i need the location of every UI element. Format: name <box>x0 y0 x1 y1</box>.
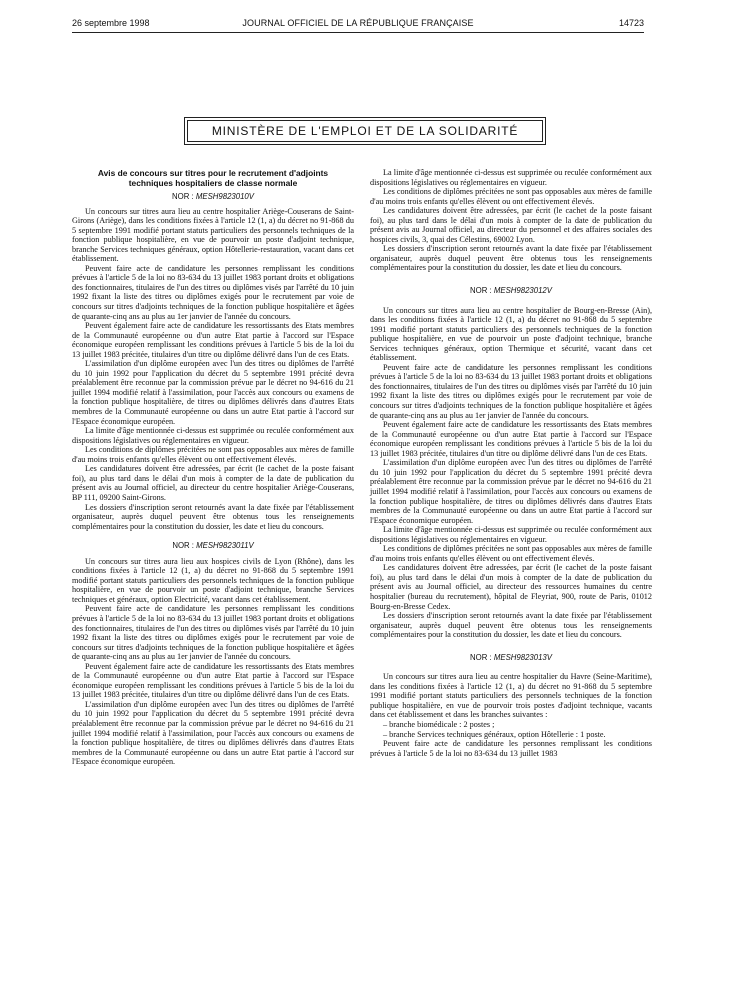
list-item: – branche biomédicale : 2 postes ; <box>383 719 495 729</box>
nor-reference-2: NOR : MESH9823011V <box>172 541 254 551</box>
header-journal-title: JOURNAL OFFICIEL DE LA RÉPUBLIQUE FRANÇAISE <box>242 18 474 28</box>
paragraph: Peuvent faire acte de candidature les personnes remplissant les conditions prévues à l'article 5 de la loi no 83-634 du 13 juillet 1983 <box>370 739 652 758</box>
branch-list <box>370 720 652 739</box>
nor-reference-4: NOR : MESH9823013V <box>470 652 552 662</box>
paragraph: La limite d'âge mentionnée ci-dessus est supprimée ou reculée conformément aux dispositions législatives ou réglementaires en vigueur. <box>370 168 652 187</box>
paragraph: L'assimilation d'un diplôme européen avec l'un des titres ou diplômes de l'arrêté du 10 juin 1992 pour l'application du décret du 5 septembre 1991 précité devra préalablement être reconnue par la commission prévue par le décret no 94-616 du 21 juillet 1994 modifié relatif à l'assimilation, pour l'accès aux concours ou examens de la fonction publique hospitalière, de titres ou diplômes délivrés dans d'autres Etats membres de la Communauté européenne ou dans un autre Etat partie à l'accord sur l'Espace économique européen. <box>72 359 354 426</box>
paragraph: Peuvent également faire acte de candidature les ressortissants des Etats membres de la Communauté européenne ou d'un autre Etat partie à l'accord sur l'Espace économique européen remplissant les conditions prévues à l'article 5 bis de la loi du 13 juillet 1983 précitée, titulaires d'un titre ou diplôme délivré dans l'un de ces Etats. <box>370 420 652 458</box>
header-page-number: 14723 <box>618 18 644 28</box>
paragraph: Un concours sur titres aura lieu au centre hospitalier du Havre (Seine-Maritime), dans les conditions fixées à l'article 12 (1, a) du décret no 91-868 du 5 septembre 1991 modifié portant statuts particuliers des personnels techniques de la fonction publique hospitalière, en vue de pourvoir trois postes d'adjoint technique, vacants dans cet établissement et dans les branches suivantes : <box>370 672 652 720</box>
nor-reference-3: NOR : MESH9823012V <box>470 286 552 296</box>
nor-reference-1: NOR : MESH9823010V <box>172 192 254 201</box>
paragraph: Peuvent faire acte de candidature les personnes remplissant les conditions prévues à l'article 5 de la loi no 83-634 du 13 juillet 1983 portant droits et obligations des fonctionnaires, titulaires de l'un des titres ou diplômes visés par l'arrêté du 10 juin 1992 fixant la liste des titres ou diplômes exigés pour le recrutement par voie de concours sur titres d'adjoints techniques de la fonction publique hospitalière et âgées de quarante-cinq ans au plus au 1er janvier de l'année du concours. <box>72 263 354 321</box>
paragraph: Les dossiers d'inscription seront retournés avant la date fixée par l'établissement organisateur, auprès duquel peuvent être obtenus tous les renseignements complémentaires pour la constitution du dossier, les date et lieu du concours. <box>370 611 652 640</box>
paragraph: Peuvent faire acte de candidature les personnes remplissant les conditions prévues à l'article 5 de la loi no 83-634 du 13 juillet 1983 portant droits et obligations des fonctionnaires, titulaires de l'un des titres ou diplômes visés par l'arrêté du 10 juin 1992 fixant la liste des titres ou diplômes exigés pour le recrutement par voie de concours sur titres d'adjoints techniques de la fonction publique hospitalière et âgées de quarante-cinq ans au plus au 1er janvier de l'année du concours. <box>370 362 652 420</box>
paragraph: L'assimilation d'un diplôme européen avec l'un des titres ou diplômes de l'arrêté du 10 juin 1992 pour l'application du décret du 5 septembre 1991 précité devra préalablement être reconnue par la commission prévue par le décret no 94-616 du 21 juillet 1994 modifié relatif à l'assimilation, pour l'accès aux concours ou examens de la fonction publique hospitalière, de titres ou diplômes délivrés dans d'autres Etats membres de la Communauté européenne ou dans un autre Etat partie à l'accord sur l'Espace économique européen. <box>370 458 652 525</box>
paragraph: Les dossiers d'inscription seront retournés avant la date fixée par l'établissement organisateur, auprès duquel peuvent être obtenus tous les renseignements complémentaires pour la constitution du dossier, les date et lieu du concours. <box>370 244 652 273</box>
paragraph: Peuvent également faire acte de candidature les ressortissants des Etats membres de la Communauté européenne ou d'un autre Etat partie à l'accord sur l'Espace économique européen remplissant les conditions prévues à l'article 5 bis de la loi du 13 juillet 1983 précitée, titulaires d'un titre ou diplôme délivré dans l'un de ces Etats. <box>72 661 354 700</box>
paragraph: Les conditions de diplômes précitées ne sont pas opposables aux mères de famille d'au moins trois enfants qu'elles élèvent ou ont effectivement élevés. <box>370 544 652 563</box>
left-column <box>72 168 354 767</box>
paragraph: Un concours sur titres aura lieu au centre hospitalier Ariège-Couserans de Saint-Girons (Ariège), dans les conditions fixées à l'article 12 (1, a) du décret no 91-868 du 5 septembre 1991 modifié portant statuts particuliers des personnels techniques de la fonction publique hospitalière, en vue de pourvoir un poste d'adjoint technique, branche Services techniques généraux, option Hôtellerie-restauration, vacant dans cet établissement. <box>72 206 354 264</box>
paragraph: La limite d'âge mentionnée ci-dessus est supprimée ou reculée conformément aux dispositions législatives ou réglementaires en vigueur. <box>72 426 354 445</box>
paragraph: Les candidatures doivent être adressées, par écrit (le cachet de la poste faisant foi), au plus tard dans le délai d'un mois à compter de la date de publication du présent avis au Journal officiel, au directeur du personnel et des affaires sociales des hospices civils, 3, quai des Célestins, 69002 Lyon. <box>370 206 652 244</box>
paragraph: Les candidatures doivent être adressées, par écrit (le cachet de la poste faisant foi), au plus tard dans le délai d'un mois à compter de la date de publication du présent avis au Journal officiel, au directeur du centre hospitalier Ariège-Couserans, BP 111, 09200 Saint-Girons. <box>72 464 354 502</box>
header-rule <box>72 32 644 33</box>
paragraph: Un concours sur titres aura lieu au centre hospitalier de Bourg-en-Bresse (Ain), dans les conditions fixées à l'article 12 (1, a) du décret no 91-868 du 5 septembre 1991 modifié portant statuts particuliers des personnels techniques de la fonction publique hospitalière, en vue de pourvoir un poste d'adjoint technique, branche Services techniques généraux, option Thermique et sécurité, vacant dans cet établissement. <box>370 305 652 363</box>
ministry-title: MINISTÈRE DE L'EMPLOI ET DE LA SOLIDARITÉ <box>187 120 543 142</box>
paragraph: La limite d'âge mentionnée ci-dessus est supprimée ou reculée conformément aux dispositions législatives ou réglementaires en vigueur. <box>370 525 652 544</box>
paragraph: Un concours sur titres aura lieu aux hospices civils de Lyon (Rhône), dans les conditions fixées à l'article 12 (1, a) du décret no 91-868 du 5 septembre 1991 modifié portant statuts particuliers des personnels techniques de la fonction publique hospitalière, en vue de pourvoir un poste d'adjoint technique, branche Services techniques et généraux, option Electricité, vacant dans cet établissement. <box>72 556 354 604</box>
header-date: 26 septembre 1998 <box>72 18 150 28</box>
paragraph: Peuvent faire acte de candidature les personnes remplissant les conditions prévues à l'article 5 de la loi no 83-634 du 13 juillet 1983 portant droits et obligations des fonctionnaires, titulaires de l'un des titres ou diplômes visés par l'arrêté du 10 juin 1992 fixant la liste des titres ou diplômes exigés pour le recrutement par voie de concours sur titres d'adjoints techniques de la fonction publique hospitalière et âgées de quarante-cinq ans au plus au 1er janvier de l'année du concours. <box>72 604 354 662</box>
notice-title: Avis de concours sur titres pour le recrutement d'adjoints techniques hospitaliers de classe normale <box>97 168 329 188</box>
page-header <box>72 12 644 32</box>
ministry-box <box>184 117 546 145</box>
paragraph: Peuvent également faire acte de candidature les ressortissants des Etats membres de la Communauté européenne ou d'un autre Etat partie à l'accord sur l'Espace économique européen remplissant les conditions prévues à l'article 5 bis de la loi du 13 juillet 1983 précitée, titulaires d'un titre ou diplôme délivré dans l'un de ces Etats. <box>72 321 354 359</box>
right-column <box>370 168 652 758</box>
paragraph: Les candidatures doivent être adressées, par écrit (le cachet de la poste faisant foi), au plus tard dans le délai d'un mois à compter de la date de publication du présent avis au Journal officiel, au directeur des ressources humaines du centre hospitalier (bureau du recrutement), hôpital de Fleyriat, 900, route de Paris, 01012 Bourg-en-Bresse Cedex. <box>370 563 652 611</box>
paragraph: L'assimilation d'un diplôme européen avec l'un des titres ou diplômes de l'arrêté du 10 juin 1992 pour l'application du décret du 5 septembre 1991 précité devra préalablement être reconnue par la commission prévue par le décret no 94-616 du 21 juillet 1994 modifié relatif à l'assimilation, pour l'accès aux concours ou examens de la fonction publique hospitalière, de titres ou diplômes délivrés dans d'autres Etats membres de la Communauté européenne ou dans un autre Etat partie à l'accord sur l'Espace économique européen. <box>72 699 354 767</box>
list-item: – branche Services techniques généraux, option Hôtellerie : 1 poste. <box>383 729 606 739</box>
paragraph: Les conditions de diplômes précitées ne sont pas opposables aux mères de famille d'au moins trois enfants qu'elles élèvent ou ont effectivement élevés. <box>370 187 652 206</box>
paragraph: Les conditions de diplômes précitées ne sont pas opposables aux mères de famille d'au moins trois enfants qu'elles élèvent ou ont effectivement élevés. <box>72 445 354 464</box>
paragraph: Les dossiers d'inscription seront retournés avant la date fixée par l'établissement organisateur, auprès duquel peuvent être obtenus tous les renseignements complémentaires pour la constitution du dossier, les date et lieu du concours. <box>72 502 354 531</box>
